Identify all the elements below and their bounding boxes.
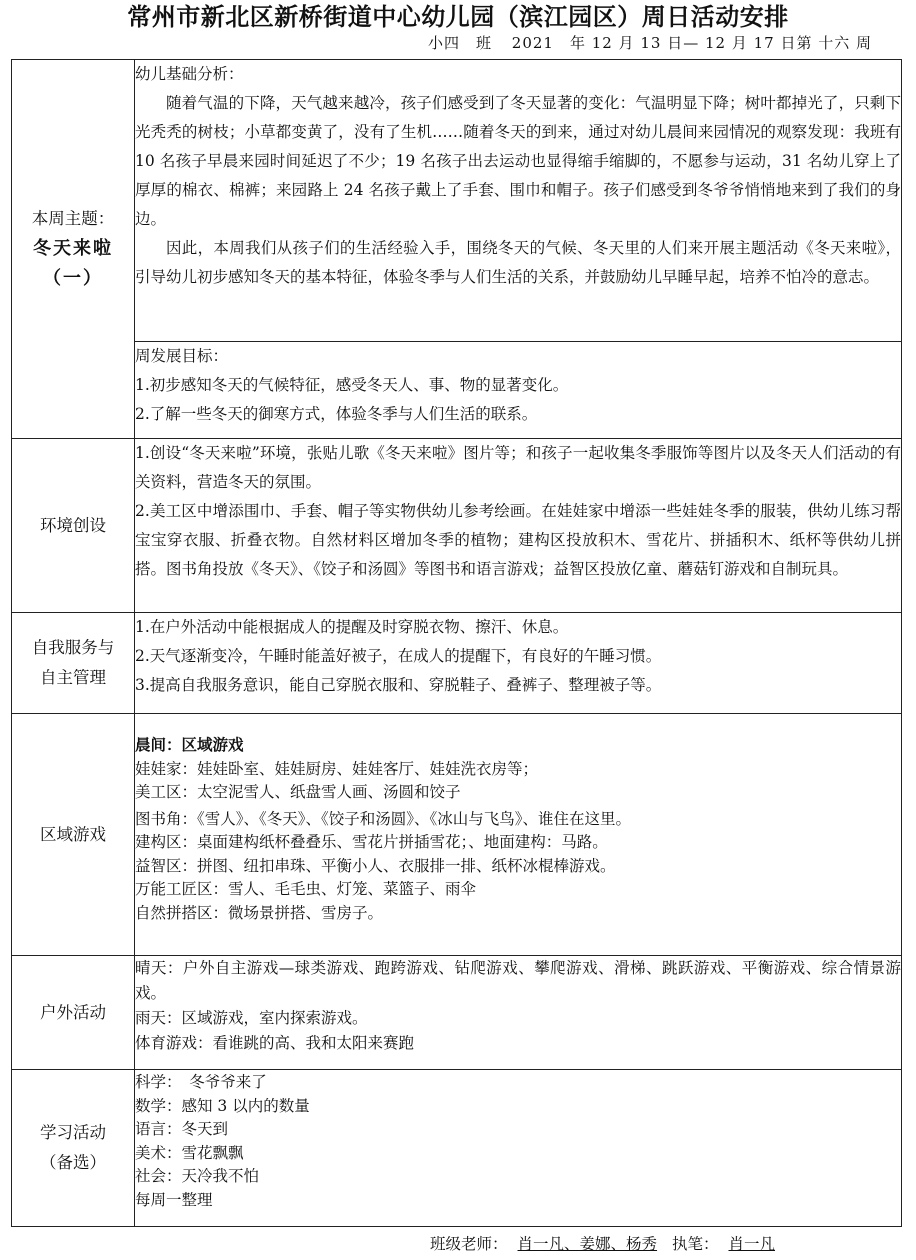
- learning-item: 科学： 冬爷爷来了: [135, 1073, 267, 1091]
- learning-item: 语言：冬天到: [135, 1120, 229, 1138]
- area-games-row: [12, 714, 902, 956]
- environment-item: 2.美工区中增添围巾、手套、帽子等实物供幼儿参考绘画。在娃娃家中增添一些娃娃冬季的服装，供幼儿练习帮宝宝穿衣服、折叠衣物。自然材料区增加冬季的植物；建构区投放积木、雪花片、拼插积木、纸杯等供幼儿拼搭。图书角投放《冬天》、《饺子和汤圆》等图书和语言游戏；益智区投放亿童、蘑菇钉游戏和自制玩具。: [135, 502, 901, 578]
- self-service-item: 1.在户外活动中能根据成人的提醒及时穿脱衣物、擦汗、休息。: [135, 618, 569, 636]
- self-service-row: [12, 613, 902, 714]
- signature-line: [430, 1232, 785, 1256]
- goals-title: 周发展目标：: [135, 347, 229, 365]
- theme-label: 本周主题：: [31, 209, 115, 228]
- learning-label-cell: [12, 1070, 135, 1227]
- area-game-item: 益智区：拼图、纽扣串珠、平衡小人、衣服排一排、纸杯冰棍棒游戏。: [135, 856, 616, 875]
- date-range: 2021 年 12 月 13 日— 12 月 17 日第 十六 周: [511, 34, 872, 52]
- area-games-heading: 晨间：区域游戏: [135, 736, 244, 754]
- area-game-item: 万能工匠区：雪人、毛毛虫、灯笼、菜篮子、雨伞: [135, 880, 477, 898]
- environment-label: 环境创设: [12, 439, 135, 613]
- analysis-paragraph-2: 因此，本周我们从孩子们的生活经验入手，围绕冬天的气候、冬天里的人们来开展主题活动《冬天来啦》，引导幼儿初步感知冬天的基本特征，体验冬季与人们生活的关系，并鼓励幼儿早睡早起，培养不怕冷的意志。: [135, 239, 901, 286]
- outdoor-item: 晴天：户外自主游戏—球类游戏、跑跨游戏、钻爬游戏、攀爬游戏、滑梯、跳跃游戏、平衡游戏、综合情景游戏。: [135, 959, 901, 1002]
- learning-cell: [135, 1070, 902, 1227]
- outdoor-cell: [135, 956, 902, 1070]
- learning-label-line2: （备选）: [40, 1153, 106, 1172]
- learning-item: 美术：雪花飘飘: [135, 1143, 244, 1162]
- outdoor-label: 户外活动: [12, 956, 135, 1070]
- teachers-names: 肖一凡、姜娜、杨秀: [517, 1235, 658, 1253]
- self-service-item: 2.天气逐渐变冷，午睡时能盖好被子，在成人的提醒下，有良好的午睡习惯。: [135, 647, 662, 665]
- outdoor-item: 体育游戏：看谁跳的高、我和太阳来赛跑: [135, 1034, 415, 1052]
- class-name: 小四 班: [427, 34, 492, 52]
- theme-label-cell: [12, 60, 135, 439]
- teachers-label: 班级老师：: [430, 1235, 508, 1253]
- environment-row: [12, 439, 902, 613]
- area-game-item: 娃娃家：娃娃卧室、娃娃厨房、娃娃客厅、娃娃洗衣房等；: [135, 759, 539, 778]
- theme-part: （一）: [43, 268, 103, 289]
- learning-item: 数学：感知 3 以内的数量: [135, 1096, 310, 1115]
- analysis-title: 幼儿基础分析：: [135, 65, 244, 83]
- area-game-item: 自然拼搭区：微场景拼搭、雪房子。: [135, 903, 384, 922]
- writer-label: 执笔：: [671, 1235, 719, 1253]
- goal-item: 2.了解一些冬天的御寒方式，体验冬季与人们生活的联系。: [135, 405, 538, 423]
- self-service-label-line2: 自主管理: [40, 668, 106, 687]
- area-game-item: 美工区：太空泥雪人、纸盘雪人画、汤圆和饺子: [135, 783, 461, 801]
- weekly-plan-table: [11, 59, 902, 1227]
- environment-cell: [135, 439, 902, 613]
- learning-item: 社会：天冷我不怕: [135, 1167, 260, 1185]
- area-game-item: 建构区：桌面建构纸杯叠叠乐、雪花片拼插雪花；、地面建构：马路。: [135, 833, 608, 851]
- area-games-label: 区域游戏: [12, 714, 135, 956]
- self-service-item: 3.提高自我服务意识，能自己穿脱衣服和、穿脱鞋子、叠裤子、整理被子等。: [135, 676, 662, 694]
- goals-cell: [135, 342, 902, 439]
- analysis-paragraph-1: 随着气温的下降，天气越来越冷，孩子们感受到了冬天显著的变化：气温明显下降；树叶都掉光了，只剩下光秃秃的树枝；小草都变黄了，没有了生机……随着冬天的到来，通过对幼儿晨间来园情况的观察发现：我班有 10 名孩子早晨来园时间延迟了不少；19 名孩子出去运动也显得缩手缩脚的，不愿参与运动，31 名幼儿穿上了厚厚的棉衣、棉裤；来园路上 24 名孩子戴上了手套、围巾和帽子。孩子们感受到冬爷爷悄悄地来到了我们的身边。: [135, 94, 901, 228]
- environment-item: 1.创设“冬天来啦”环境，张贴儿歌《冬天来啦》图片等；和孩子一起收集冬季服饰等图片以及冬天人们活动的有关资料，营造冬天的氛围。: [135, 444, 901, 491]
- learning-label-line1: 学习活动: [40, 1123, 106, 1142]
- self-service-label-line1: 自我服务与: [31, 638, 115, 657]
- area-game-item: 图书角：《雪人》、《冬天》、《饺子和汤圆》、《冰山与飞鸟》、谁住在这里。: [135, 809, 632, 828]
- theme-row-goals: [12, 342, 902, 439]
- learning-item: 每周一整理: [135, 1190, 213, 1209]
- writer-name: 肖一凡: [728, 1235, 775, 1253]
- learning-row: [12, 1070, 902, 1227]
- outdoor-row: [12, 956, 902, 1070]
- self-service-label-cell: [12, 613, 135, 714]
- week-info: [414, 33, 872, 53]
- theme-name: 冬天来啦: [33, 238, 113, 259]
- self-service-cell: [135, 613, 902, 714]
- area-games-cell: [135, 714, 902, 956]
- goal-item: 1.初步感知冬天的气候特征，感受冬天人、事、物的显著变化。: [135, 376, 569, 394]
- theme-row-analysis: [12, 60, 902, 342]
- outdoor-item: 雨天：区域游戏，室内探索游戏。: [135, 1009, 368, 1027]
- page-title: 常州市新北区新桥街道中心幼儿园（滨江园区）周日活动安排: [127, 3, 789, 31]
- analysis-cell: [135, 60, 902, 342]
